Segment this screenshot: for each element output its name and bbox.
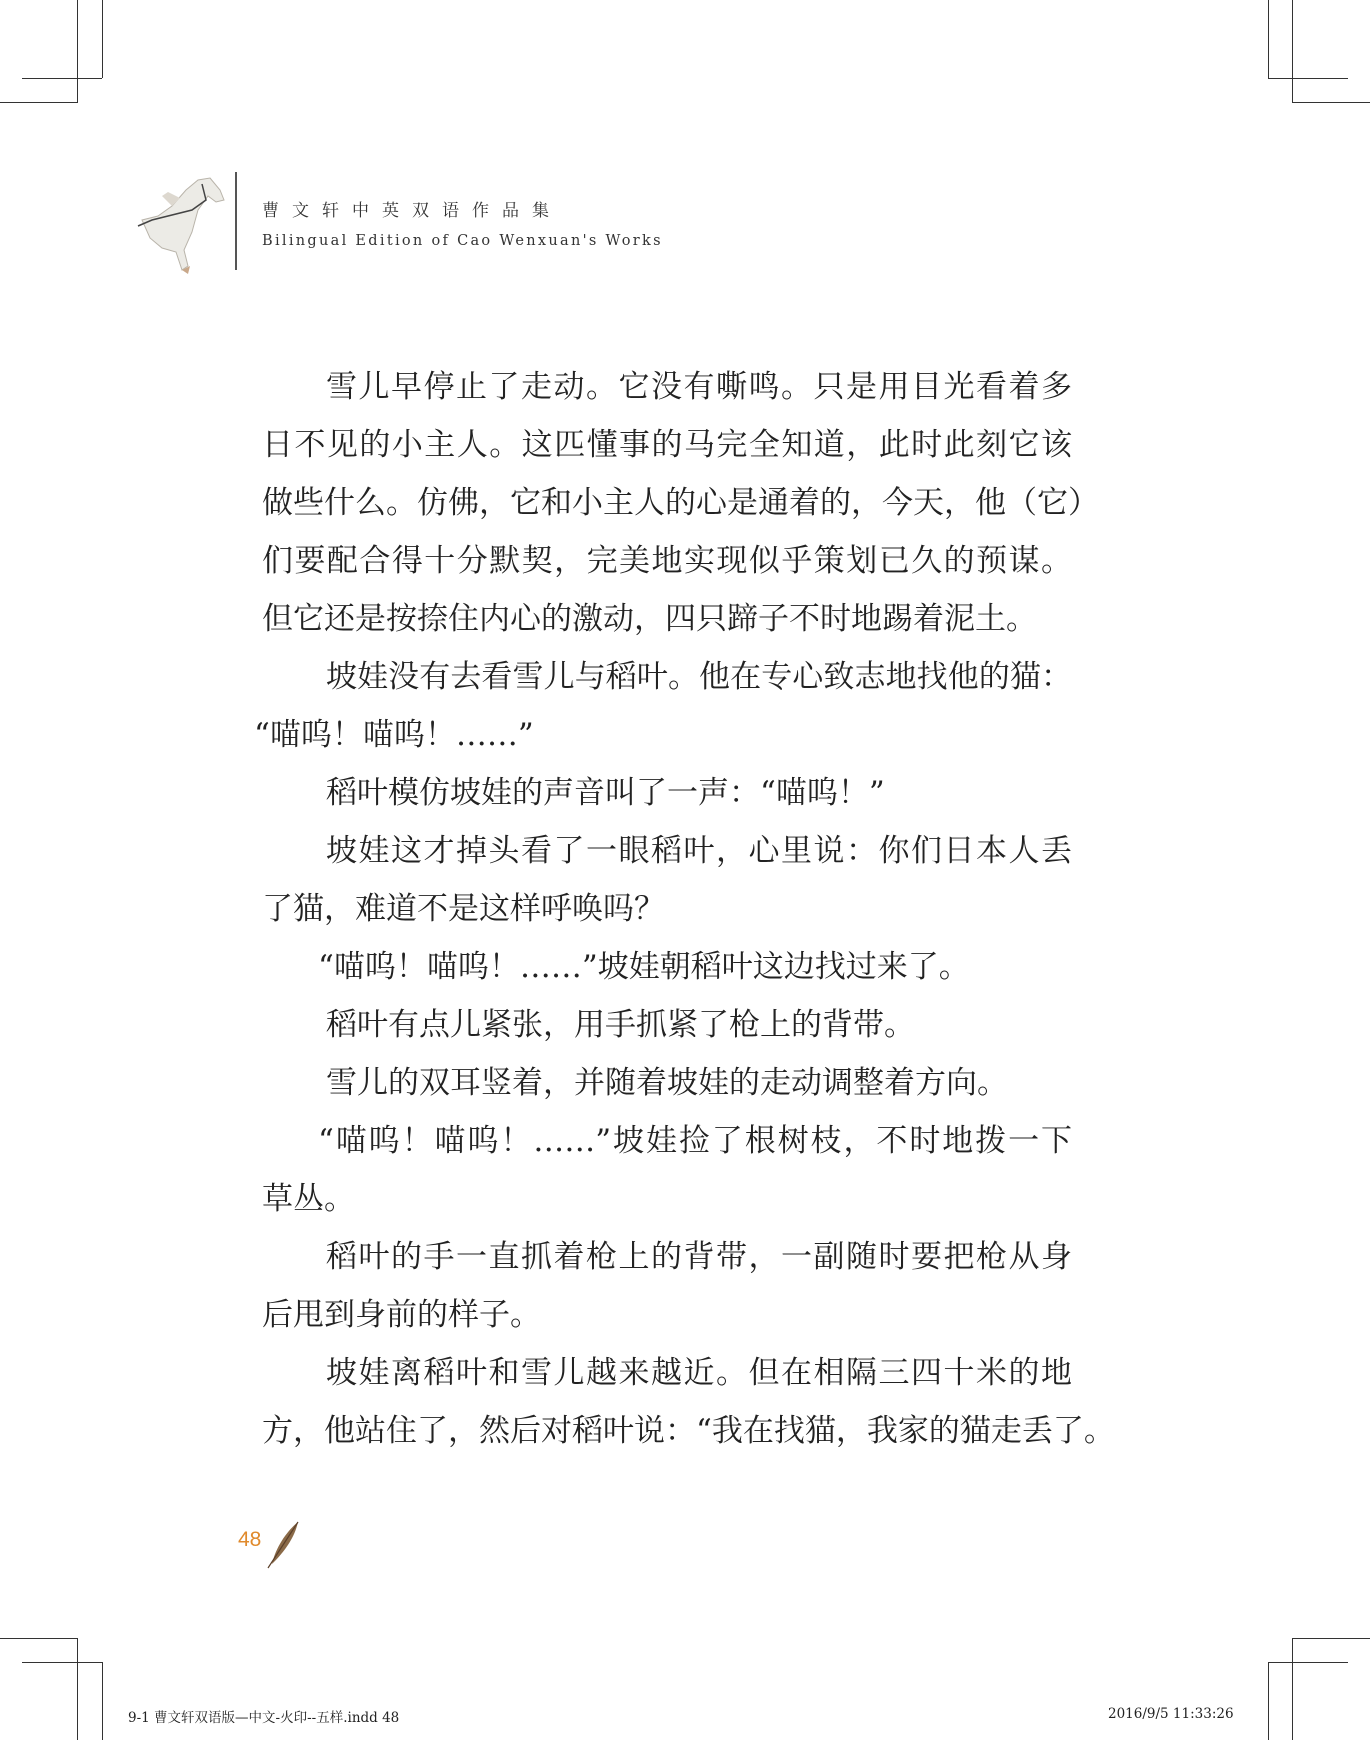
series-title-english: Bilingual Edition of Cao Wenxuan's Works — [262, 233, 663, 249]
text-line: 坡娃没有去看雪儿与稻叶。他在专心致志地找他的猫： — [326, 659, 1072, 695]
crop-mark — [1268, 1662, 1348, 1663]
feather-icon — [266, 1520, 302, 1570]
crop-mark — [1292, 1638, 1370, 1639]
text-line: 稻叶有点儿紧张，用手抓紧了枪上的背带。 — [326, 1007, 915, 1043]
crop-mark — [1268, 78, 1348, 79]
text-line: “喵呜！喵呜！……” — [254, 717, 534, 753]
horse-illustration — [132, 170, 232, 275]
crop-mark — [102, 0, 103, 78]
crop-mark — [22, 1662, 102, 1663]
text-line: 稻叶的手一直抓着枪上的背带，一副随时要把枪从身 — [326, 1239, 1072, 1275]
print-timestamp: 2016/9/5 11:33:26 — [1108, 1706, 1234, 1722]
text-line: 做些什么。仿佛，它和小主人的心是通着的，今天，他（它） — [262, 485, 1099, 521]
text-line: 雪儿早停止了走动。它没有嘶鸣。只是用目光看着多 — [326, 369, 1072, 405]
crop-mark — [1268, 0, 1269, 78]
text-line: 们要配合得十分默契，完美地实现似乎策划已久的预谋。 — [262, 543, 1072, 579]
page-number: 48 — [238, 1528, 262, 1551]
text-line: 但它还是按捺住内心的激动，四只蹄子不时地踢着泥土。 — [262, 601, 1037, 637]
crop-mark — [22, 78, 102, 79]
text-line: “喵呜！喵呜！……”坡娃朝稻叶这边找过来了。 — [318, 949, 970, 985]
crop-mark — [1292, 1638, 1293, 1740]
text-line: 坡娃这才掉头看了一眼稻叶，心里说：你们日本人丢 — [326, 833, 1072, 869]
text-line: 了猫，难道不是这样呼唤吗？ — [262, 891, 665, 927]
body-text — [254, 364, 1115, 1466]
text-line: 稻叶模仿坡娃的声音叫了一声：“喵呜！” — [326, 775, 885, 811]
file-slug: 9-1 曹文轩双语版—中文-火印--五样.indd 48 — [128, 1710, 400, 1726]
text-line: 方，他站住了，然后对稻叶说：“我在找猫，我家的猫走丢了。 — [262, 1413, 1115, 1449]
series-title-chinese: 曹文轩中英双语作品集 — [262, 201, 562, 221]
text-line: 草丛。 — [262, 1181, 355, 1217]
header-divider — [235, 172, 237, 270]
text-line: 坡娃离稻叶和雪儿越来越近。但在相隔三四十米的地 — [326, 1355, 1072, 1391]
crop-mark — [102, 1662, 103, 1740]
crop-mark — [1268, 1662, 1269, 1740]
crop-mark — [77, 0, 78, 102]
crop-mark — [1292, 0, 1293, 102]
crop-mark — [0, 102, 78, 103]
crop-mark — [77, 1638, 78, 1740]
text-line: 后甩到身前的样子。 — [262, 1297, 541, 1333]
text-line: 日不见的小主人。这匹懂事的马完全知道，此时此刻它该 — [262, 427, 1072, 463]
crop-mark — [1292, 102, 1370, 103]
text-line: 雪儿的双耳竖着，并随着坡娃的走动调整着方向。 — [326, 1065, 1008, 1101]
text-line: “喵呜！喵呜！……”坡娃捡了根树枝，不时地拨一下 — [318, 1123, 1072, 1159]
crop-mark — [0, 1638, 78, 1639]
